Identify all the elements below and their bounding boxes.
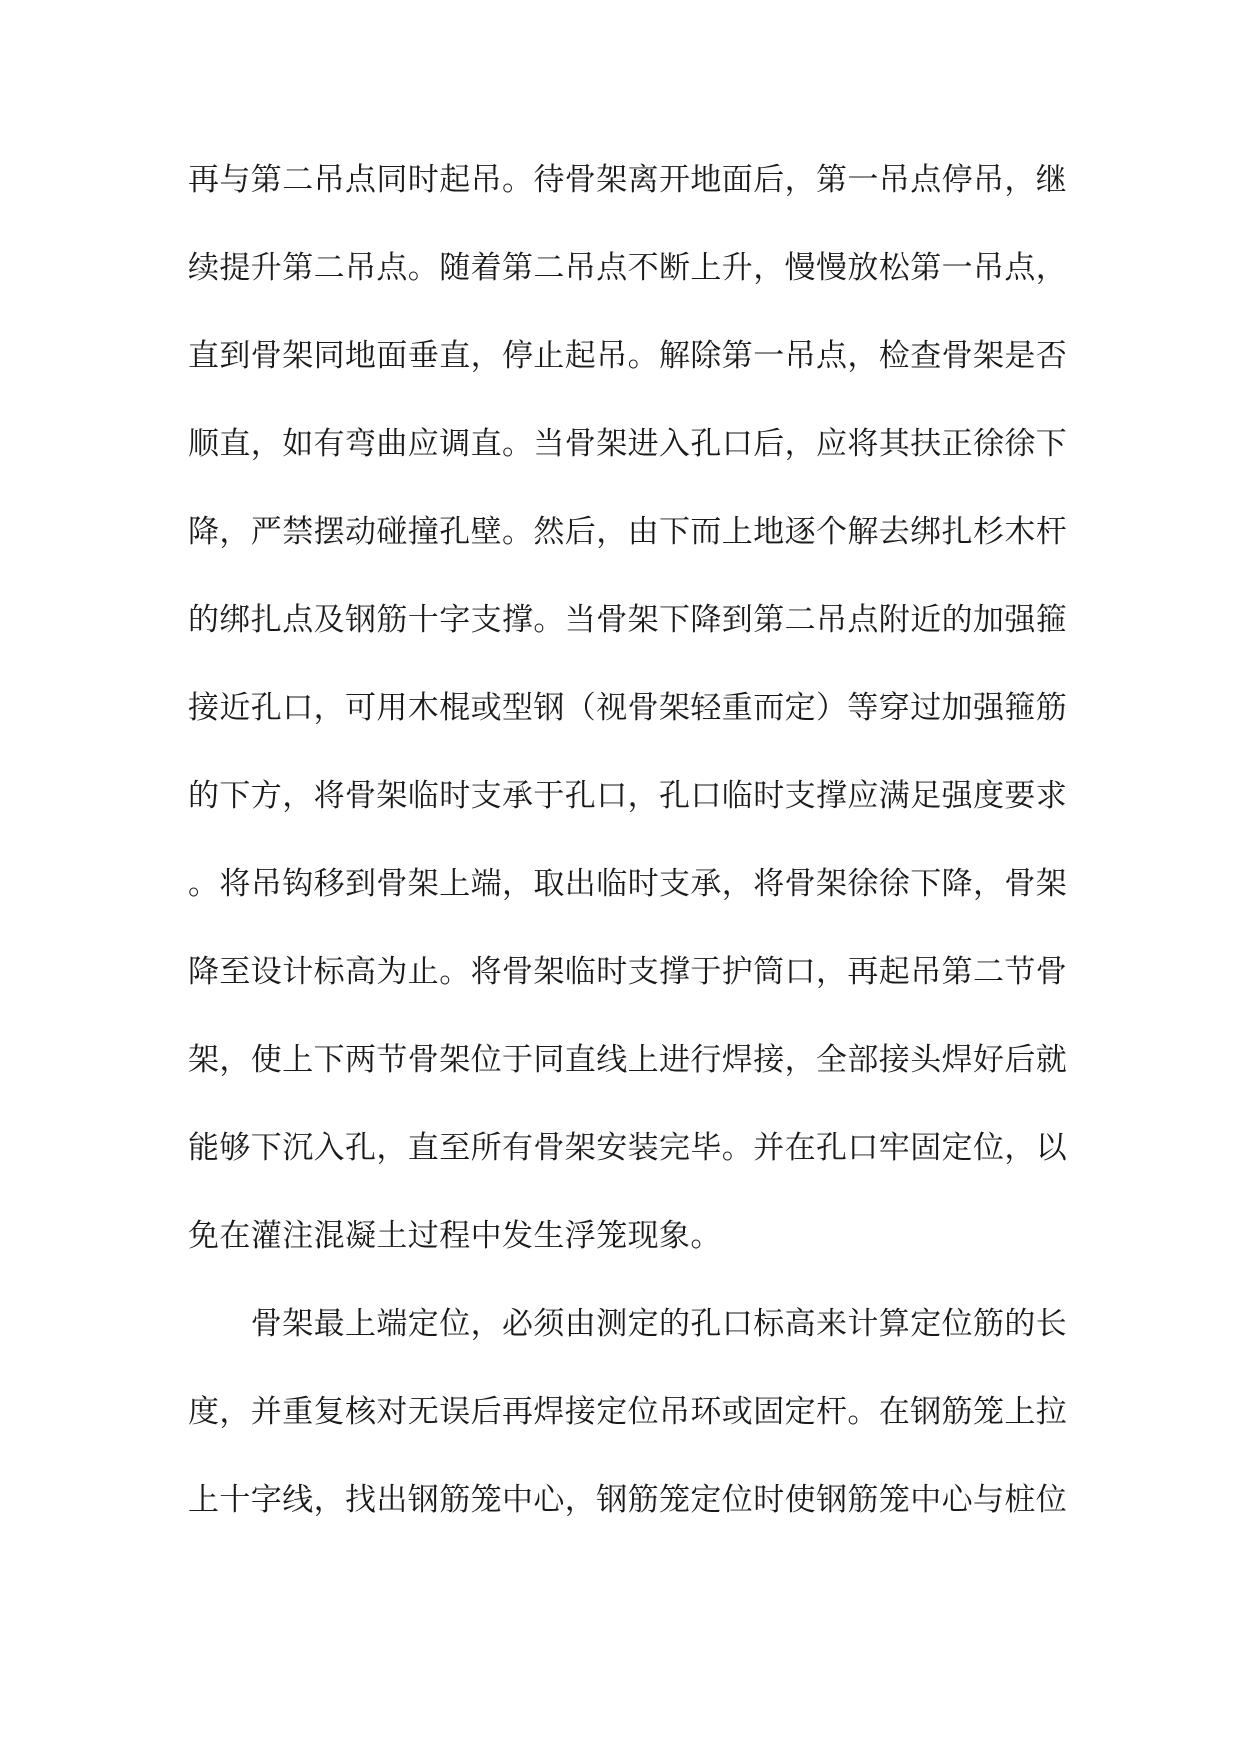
text-line: 顺直，如有弯曲应调直。当骨架进入孔口后，应将其扶正徐徐下 bbox=[188, 426, 1068, 462]
text-line: 免在灌注混凝土过程中发生浮笼现象。 bbox=[188, 1218, 722, 1254]
text-line: 续提升第二吊点。随着第二吊点不断上升，慢慢放松第一吊点， bbox=[188, 250, 1068, 286]
text-line: 降，严禁摆动碰撞孔壁。然后，由下而上地逐个解去绑扎杉木杆 bbox=[188, 514, 1068, 550]
text-line: 的下方，将骨架临时支承于孔口，孔口临时支撑应满足强度要求 bbox=[188, 778, 1068, 814]
text-line: 架，使上下两节骨架位于同直线上进行焊接，全部接头焊好后就 bbox=[188, 1042, 1068, 1078]
text-line: 上十字线，找出钢筋笼中心，钢筋笼定位时使钢筋笼中心与桩位 bbox=[188, 1482, 1068, 1518]
text-line: 。将吊钩移到骨架上端，取出临时支承，将骨架徐徐下降，骨架 bbox=[188, 866, 1068, 902]
text-line: 再与第二吊点同时起吊。待骨架离开地面后，第一吊点停吊，继 bbox=[188, 162, 1068, 198]
text-line: 能够下沉入孔，直至所有骨架安装完毕。并在孔口牢固定位，以 bbox=[188, 1130, 1068, 1166]
text-line: 度，并重复核对无误后再焊接定位吊环或固定杆。在钢筋笼上拉 bbox=[188, 1394, 1068, 1430]
text-line: 接近孔口，可用木棍或型钢（视骨架轻重而定）等穿过加强箍筋 bbox=[188, 690, 1068, 726]
text-line: 降至设计标高为止。将骨架临时支撑于护筒口，再起吊第二节骨 bbox=[188, 954, 1068, 990]
paragraph-first-line: 骨架最上端定位，必须由测定的孔口标高来计算定位筋的长 bbox=[188, 1306, 1068, 1342]
text-line: 的绑扎点及钢筋十字支撑。当骨架下降到第二吊点附近的加强箍 bbox=[188, 602, 1068, 638]
text-line: 直到骨架同地面垂直，停止起吊。解除第一吊点，检查骨架是否 bbox=[188, 338, 1068, 374]
